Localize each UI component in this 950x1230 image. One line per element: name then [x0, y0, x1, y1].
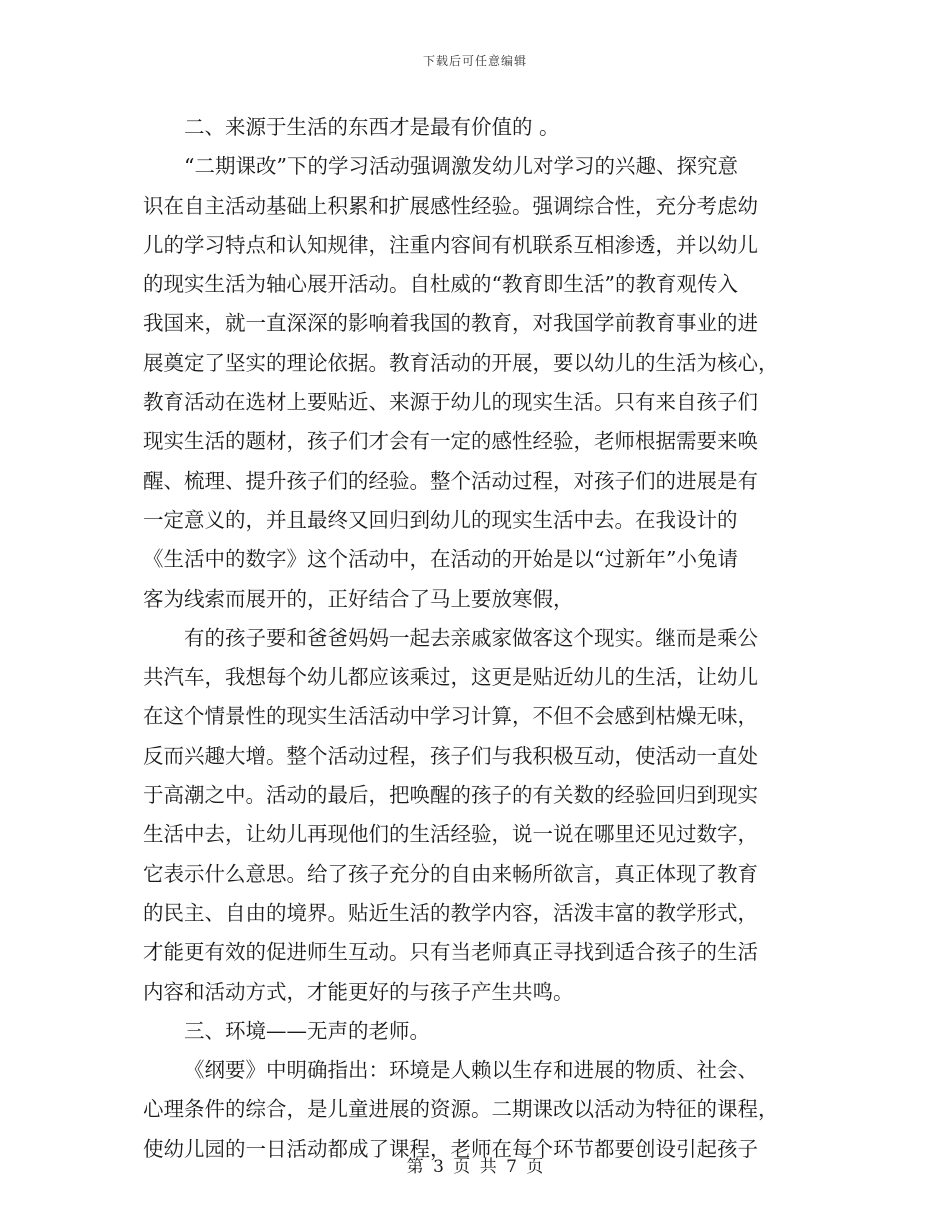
- document-body: [143, 108, 811, 1169]
- page-header: 下载后可任意编辑: [422, 54, 527, 68]
- paragraph-line: 使幼儿园的一日活动都成了课程，老师在每个环节都要创设引起孩子: [143, 1136, 758, 1161]
- paragraph-line: 的现实生活为轴心展开活动。自杜威的“教育即生活”的教育观传入: [143, 272, 738, 297]
- paragraph-line: 我国来，就一直深深的影响着我国的教育，对我国学前教育事业的进: [143, 311, 758, 336]
- section-heading: 三、环境——无声的老师。: [184, 1018, 430, 1043]
- paragraph-line: 它表示什么意思。给了孩子充分的自由来畅所欲言，真正体现了教育: [143, 861, 758, 886]
- paragraph-line: 《纲要》中明确指出：环境是人赖以生存和进展的物质、社会、: [184, 1058, 758, 1083]
- paragraph-line: 心理条件的综合，是儿童进展的资源。二期课改以活动为特征的课程，: [143, 1097, 779, 1122]
- paragraph-line: 于高潮之中。活动的最后，把唤醒的孩子的有关数的经验回归到现实: [143, 783, 758, 808]
- paragraph-line: 现实生活的题材，孩子们才会有一定的感性经验，老师根据需要来唤: [143, 429, 758, 454]
- paragraph-line: 的民主、自由的境界。贴近生活的教学内容，活泼丰富的教学形式，: [143, 900, 758, 925]
- paragraph-line: 《生活中的数字》这个活动中，在活动的开始是以“过新年”小兔请: [143, 547, 738, 572]
- paragraph-line: 一定意义的，并且最终又回归到幼儿的现实生活中去。在我设计的: [143, 507, 738, 532]
- paragraph-line: 生活中去，让幼儿再现他们的生活经验，说一说在哪里还见过数字，: [143, 822, 758, 847]
- paragraph-line: “二期课改”下的学习活动强调激发幼儿对学习的兴趣、探究意: [184, 154, 738, 179]
- section-heading: 二、来源于生活的东西才是最有价值的 。: [184, 115, 560, 139]
- paragraph-line: 才能更有效的促进师生互动。只有当老师真正寻找到适合孩子的生活: [143, 940, 758, 965]
- paragraph-line: 共汽车，我想每个幼儿都应该乘过，这更是贴近幼儿的生活，让幼儿: [143, 665, 758, 690]
- paragraph-line: 客为线索而展开的，正好结合了马上要放寒假，: [143, 586, 574, 611]
- paragraph-line: 教育活动在选材上要贴近、来源于幼儿的现实生活。只有来自孩子们: [143, 390, 758, 415]
- paragraph-line: 展奠定了坚实的理论依据。教育活动的开展，要以幼儿的生活为核心，: [143, 350, 779, 375]
- paragraph-line: 醒、梳理、提升孩子们的经验。整个活动过程，对孩子们的进展是有: [143, 468, 758, 493]
- page-number-footer: 第 3 页 共 7 页: [406, 1157, 544, 1177]
- paragraph-line: 识在自主活动基础上积累和扩展感性经验。强调综合性，充分考虑幼: [143, 193, 758, 218]
- paragraph-line: 在这个情景性的现实生活活动中学习计算，不但不会感到枯燥无味，: [143, 704, 758, 729]
- paragraph-line: 有的孩子要和爸爸妈妈一起去亲戚家做客这个现实。继而是乘公: [184, 625, 758, 650]
- paragraph-line: 反而兴趣大增。整个活动过程，孩子们与我积极互动，使活动一直处: [143, 743, 758, 768]
- paragraph-line: 内容和活动方式，才能更好的与孩子产生共鸣。: [143, 979, 574, 1004]
- paragraph-line: 儿的学习特点和认知规律，注重内容间有机联系互相渗透，并以幼儿: [143, 232, 758, 257]
